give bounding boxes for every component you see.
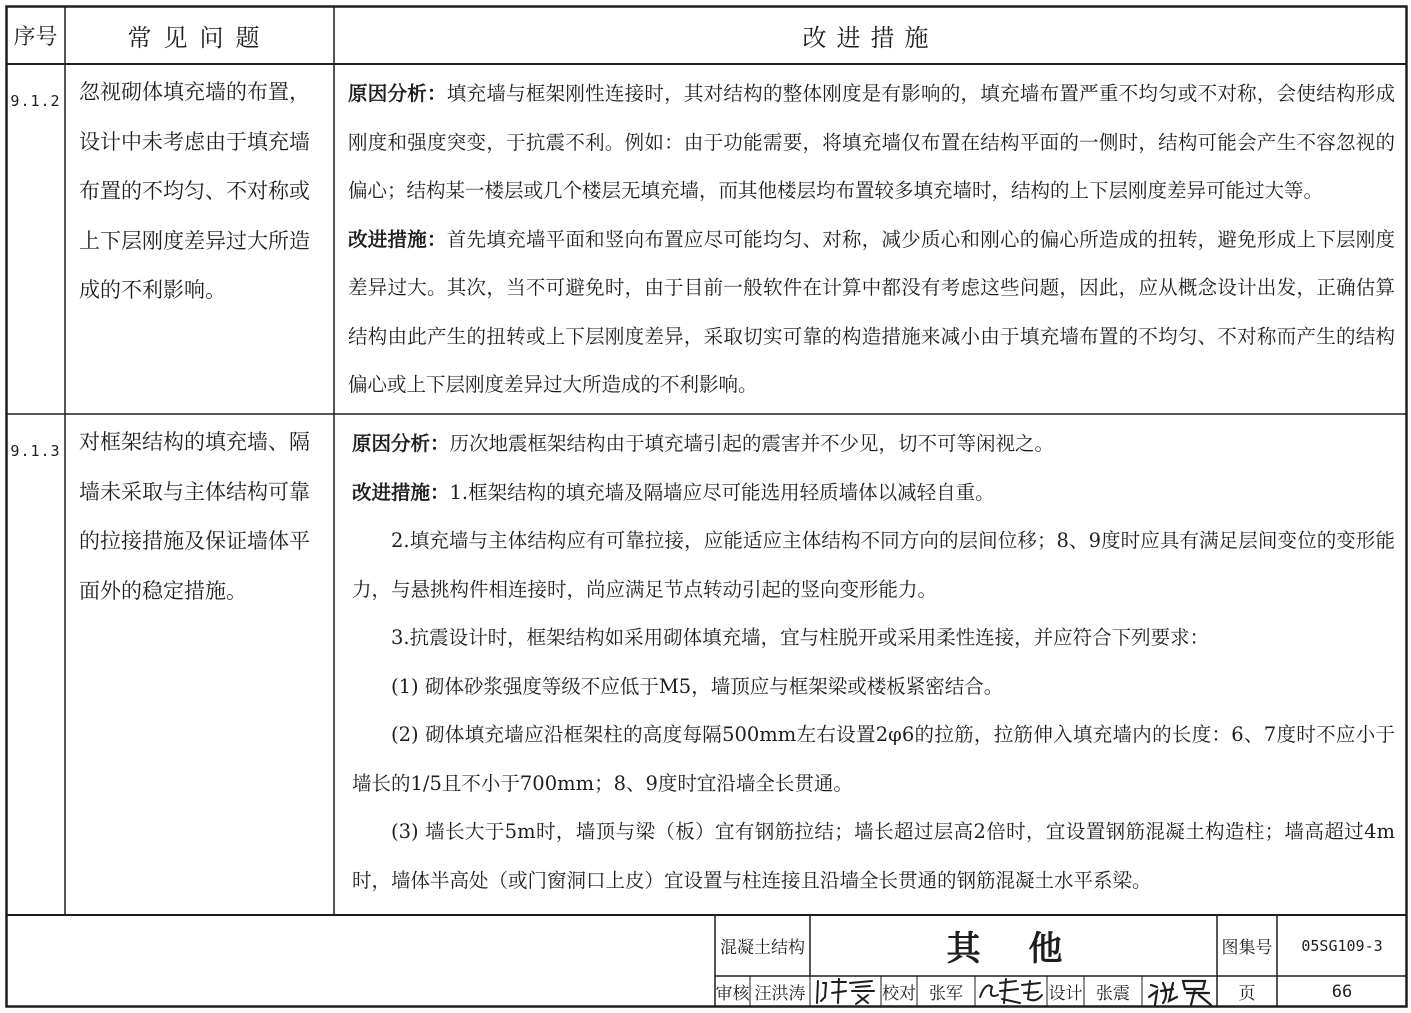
checker-name: 张军: [929, 984, 963, 1004]
fix-item: 2.填充墙与主体结构应有可靠拉接，应能适应主体结构不同方向的层间位移；8、9度时应具有满足层间变位的变形能力，与悬挑构件相连接时，尚应满足节点转动引起的竖向变形能力。: [352, 529, 1395, 601]
row-number: 9.1.2: [10, 92, 61, 110]
fix-item: 1.框架结构的填充墙及隔墙应尽可能选用轻质墙体以减轻自重。: [449, 480, 995, 504]
cause-text: 历次地震框架结构由于填充墙引起的震害并不少见，切不可等闲视之。: [449, 432, 1055, 455]
title-block-atlas-number: 05SG109-3: [1301, 936, 1383, 955]
fix-label: 改进措施：: [352, 480, 450, 504]
measure-text: [334, 70, 1407, 410]
designer-name: 张震: [1096, 984, 1130, 1004]
problem-text: 对框架结构的填充墙、隔墙未采取与主体结构可靠的拉接措施及保证墙体平面外的稳定措施。: [79, 430, 310, 603]
page-number: 66: [1331, 981, 1353, 1002]
row-number: 9.1.3: [10, 442, 61, 460]
cause-label: 原因分析：: [352, 432, 450, 455]
measure-text: [334, 420, 1407, 905]
fix-text: 首先填充墙平面和竖向布置应尽可能均匀、对称，减少质心和刚心的偏心所造成的扭转，避免形成上下层刚度差异过大。其次，当不可避免时，由于目前一般软件在计算中都没有考虑这些问题，因此，应从概念设计出发，正确估算结构由此产生的扭转或上下层刚度差异，采取切实可靠的构造措施来减小由于填充墙布置的不均匀、不对称而产生的结构偏心或上下层刚度差异过大所造成的不利影响。: [348, 227, 1395, 396]
fix-item: 3.抗震设计时，框架结构如采用砌体填充墙，宜与柱脱开或采用柔性连接，并应符合下列要求：: [391, 626, 1210, 649]
fix-subitem: (1) 砌体砂浆强度等级不应低于M5，墙顶应与框架梁或楼板紧密结合。: [391, 674, 1004, 698]
problem-text: 忽视砌体填充墙的布置，设计中未考虑由于填充墙布置的不均匀、不对称或上下层刚度差异过大所造成的不利影响。: [79, 80, 310, 302]
designer-signature: [1143, 977, 1217, 1007]
fix-subitem: (3) 墙长大于5m时，墙顶与梁（板）宜有钢筋拉结；墙长超过层高2倍时，宜设置钢筋混凝土构造柱；墙高超过4m时，墙体半高处（或门窗洞口上皮）宜设置与柱连接且沿墙全长贯通的钢筋混凝土水平系梁。: [352, 820, 1395, 892]
header-improvement-measure: 改进措施: [802, 23, 939, 52]
page-label: 页: [1238, 984, 1256, 1004]
fix-label: 改进措施：: [348, 227, 447, 251]
checker-signature: [976, 977, 1046, 1007]
cause-text: 填充墙与框架刚性连接时，其对结构的整体刚度是有影响的，填充墙布置严重不均匀或不对称，会使结构形成刚度和强度突变，于抗震不利。例如：由于功能需要，将填充墙仅布置在结构平面的一侧时，结构可能会产生不容忽视的偏心；结构某一楼层或几个楼层无填充墙，而其他楼层均布置较多填充墙时，结构的上下层刚度差异可能过大等。: [348, 82, 1395, 202]
header-serial-number: 序号: [13, 24, 58, 50]
design-label: 设计: [1048, 984, 1083, 1004]
title-block-category: 混凝土结构: [720, 938, 805, 958]
fix-subitem: (2) 砌体填充墙应沿框架柱的高度每隔500mm左右设置2φ6的拉筋，拉筋伸入填充墙内的长度：6、7度时不应小于墙长的1/5且不小于700mm；8、9度时宜沿墙全长贯通。: [352, 723, 1395, 795]
reviewer-signature: [812, 977, 880, 1007]
title-block-atlas-label: 图集号: [1221, 938, 1273, 958]
review-label: 审核: [715, 984, 750, 1004]
reviewer-name: 汪洪涛: [754, 984, 806, 1004]
cause-label: 原因分析：: [348, 82, 447, 105]
check-label: 校对: [882, 984, 916, 1004]
title-block-title: 其 他: [946, 929, 1081, 969]
header-common-problem: 常见问题: [127, 23, 272, 52]
